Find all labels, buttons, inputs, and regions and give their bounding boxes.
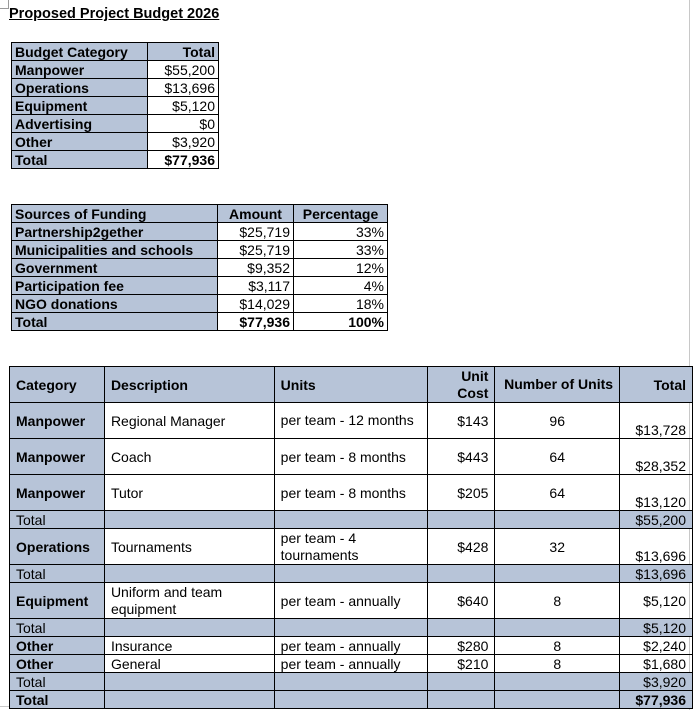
units-cell: per team - 8 months <box>274 439 427 475</box>
percentage-value: 33% <box>294 241 388 259</box>
units-cell: per team - 8 months <box>274 475 427 511</box>
header-percentage: Percentage <box>294 205 388 223</box>
amount-value: $3,117 <box>218 277 294 295</box>
subtotal-value: $55,200 <box>620 511 693 529</box>
unit-count-cell: 8 <box>495 655 620 673</box>
total-cell: $13,120 <box>620 475 693 511</box>
subtotal-value: $13,696 <box>620 565 693 583</box>
grand-total-value: $77,936 <box>620 691 693 709</box>
unit-count-cell: 8 <box>495 637 620 655</box>
subtotal-label: Total <box>10 511 105 529</box>
table-row <box>12 115 219 133</box>
subtotal-label: Total <box>10 673 105 691</box>
header-number-of-units: Number of Units <box>495 367 620 403</box>
unit-count-cell: 8 <box>495 583 620 619</box>
table-row <box>12 295 388 313</box>
total-percentage: 100% <box>294 313 388 331</box>
description-cell: Uniform and team equipment <box>104 583 274 619</box>
table-row <box>12 97 219 115</box>
subtotal-row <box>10 619 693 637</box>
corner-marker <box>0 0 9 9</box>
table-row <box>10 403 693 439</box>
source-label: Government <box>12 259 218 277</box>
category-cell: Other <box>10 637 105 655</box>
table-row <box>10 475 693 511</box>
amount-value: $14,029 <box>218 295 294 313</box>
row-value: $55,200 <box>148 61 219 79</box>
subtotal-row <box>10 565 693 583</box>
description-cell: Regional Manager <box>104 403 274 439</box>
subtotal-label: Total <box>10 565 105 583</box>
source-label: Partnership2gether <box>12 223 218 241</box>
description-cell: Tournaments <box>104 529 274 565</box>
unit-cost-cell: $280 <box>427 637 495 655</box>
page-title: Proposed Project Budget 2026 <box>9 6 220 22</box>
table-row <box>10 583 693 619</box>
unit-count-cell: 64 <box>495 475 620 511</box>
percentage-value: 18% <box>294 295 388 313</box>
unit-count-cell: 96 <box>495 403 620 439</box>
total-row <box>12 151 219 169</box>
table-row <box>10 637 693 655</box>
row-label: Equipment <box>12 97 148 115</box>
budget-category-table <box>11 42 219 169</box>
description-cell: Insurance <box>104 637 274 655</box>
total-cell: $5,120 <box>620 583 693 619</box>
header-amount: Amount <box>218 205 294 223</box>
total-cell: $2,240 <box>620 637 693 655</box>
unit-cost-cell: $640 <box>427 583 495 619</box>
units-cell: per team - annually <box>274 583 427 619</box>
total-cell: $13,728 <box>620 403 693 439</box>
table-row <box>12 61 219 79</box>
total-cell: $1,680 <box>620 655 693 673</box>
funding-sources-table <box>11 204 388 331</box>
table-row <box>10 529 693 565</box>
unit-cost-cell: $205 <box>427 475 495 511</box>
units-cell: per team - annually <box>274 655 427 673</box>
source-label: Participation fee <box>12 277 218 295</box>
category-cell: Operations <box>10 529 105 565</box>
total-label: Total <box>12 313 218 331</box>
row-value: $0 <box>148 115 219 133</box>
subtotal-row <box>10 511 693 529</box>
header-units: Units <box>274 367 427 403</box>
total-row <box>12 313 388 331</box>
subtotal-label: Total <box>10 619 105 637</box>
table-row <box>12 223 388 241</box>
table-header-row <box>10 367 693 403</box>
source-label: Municipalities and schools <box>12 241 218 259</box>
percentage-value: 33% <box>294 223 388 241</box>
subtotal-value: $5,120 <box>620 619 693 637</box>
row-value: $13,696 <box>148 79 219 97</box>
description-cell: Coach <box>104 439 274 475</box>
unit-cost-cell: $143 <box>427 403 495 439</box>
table-row <box>12 277 388 295</box>
unit-cost-cell: $428 <box>427 529 495 565</box>
category-cell: Manpower <box>10 475 105 511</box>
grand-total-label: Total <box>10 691 105 709</box>
row-label: Operations <box>12 79 148 97</box>
percentage-value: 12% <box>294 259 388 277</box>
total-cell: $28,352 <box>620 439 693 475</box>
header-unit-cost: Unit Cost <box>427 367 495 403</box>
total-cell: $13,696 <box>620 529 693 565</box>
source-label: NGO donations <box>12 295 218 313</box>
units-cell: per team - 4 tournaments <box>274 529 427 565</box>
category-cell: Other <box>10 655 105 673</box>
table-row <box>12 241 388 259</box>
category-cell: Equipment <box>10 583 105 619</box>
row-label: Advertising <box>12 115 148 133</box>
amount-value: $9,352 <box>218 259 294 277</box>
amount-value: $25,719 <box>218 223 294 241</box>
row-label: Manpower <box>12 61 148 79</box>
header-sources: Sources of Funding <box>12 205 218 223</box>
subtotal-value: $3,920 <box>620 673 693 691</box>
header-category: Category <box>10 367 105 403</box>
header-total: Total <box>148 43 219 61</box>
unit-cost-cell: $443 <box>427 439 495 475</box>
table-header-row <box>12 43 219 61</box>
table-row <box>10 439 693 475</box>
table-row <box>12 133 219 151</box>
description-cell: General <box>104 655 274 673</box>
row-value: $5,120 <box>148 97 219 115</box>
category-cell: Manpower <box>10 403 105 439</box>
budget-detail-table <box>9 366 693 709</box>
unit-count-cell: 32 <box>495 529 620 565</box>
unit-count-cell: 64 <box>495 439 620 475</box>
total-value: $77,936 <box>148 151 219 169</box>
table-row <box>12 79 219 97</box>
unit-cost-cell: $210 <box>427 655 495 673</box>
table-row <box>10 655 693 673</box>
units-cell: per team - annually <box>274 637 427 655</box>
table-row <box>12 259 388 277</box>
header-budget-category: Budget Category <box>12 43 148 61</box>
row-value: $3,920 <box>148 133 219 151</box>
percentage-value: 4% <box>294 277 388 295</box>
row-label: Other <box>12 133 148 151</box>
total-amount: $77,936 <box>218 313 294 331</box>
table-header-row <box>12 205 388 223</box>
amount-value: $25,719 <box>218 241 294 259</box>
category-cell: Manpower <box>10 439 105 475</box>
units-cell: per team - 12 months <box>274 403 427 439</box>
subtotal-row <box>10 673 693 691</box>
header-description: Description <box>104 367 274 403</box>
description-cell: Tutor <box>104 475 274 511</box>
grand-total-row <box>10 691 693 709</box>
total-label: Total <box>12 151 148 169</box>
header-total: Total <box>620 367 693 403</box>
